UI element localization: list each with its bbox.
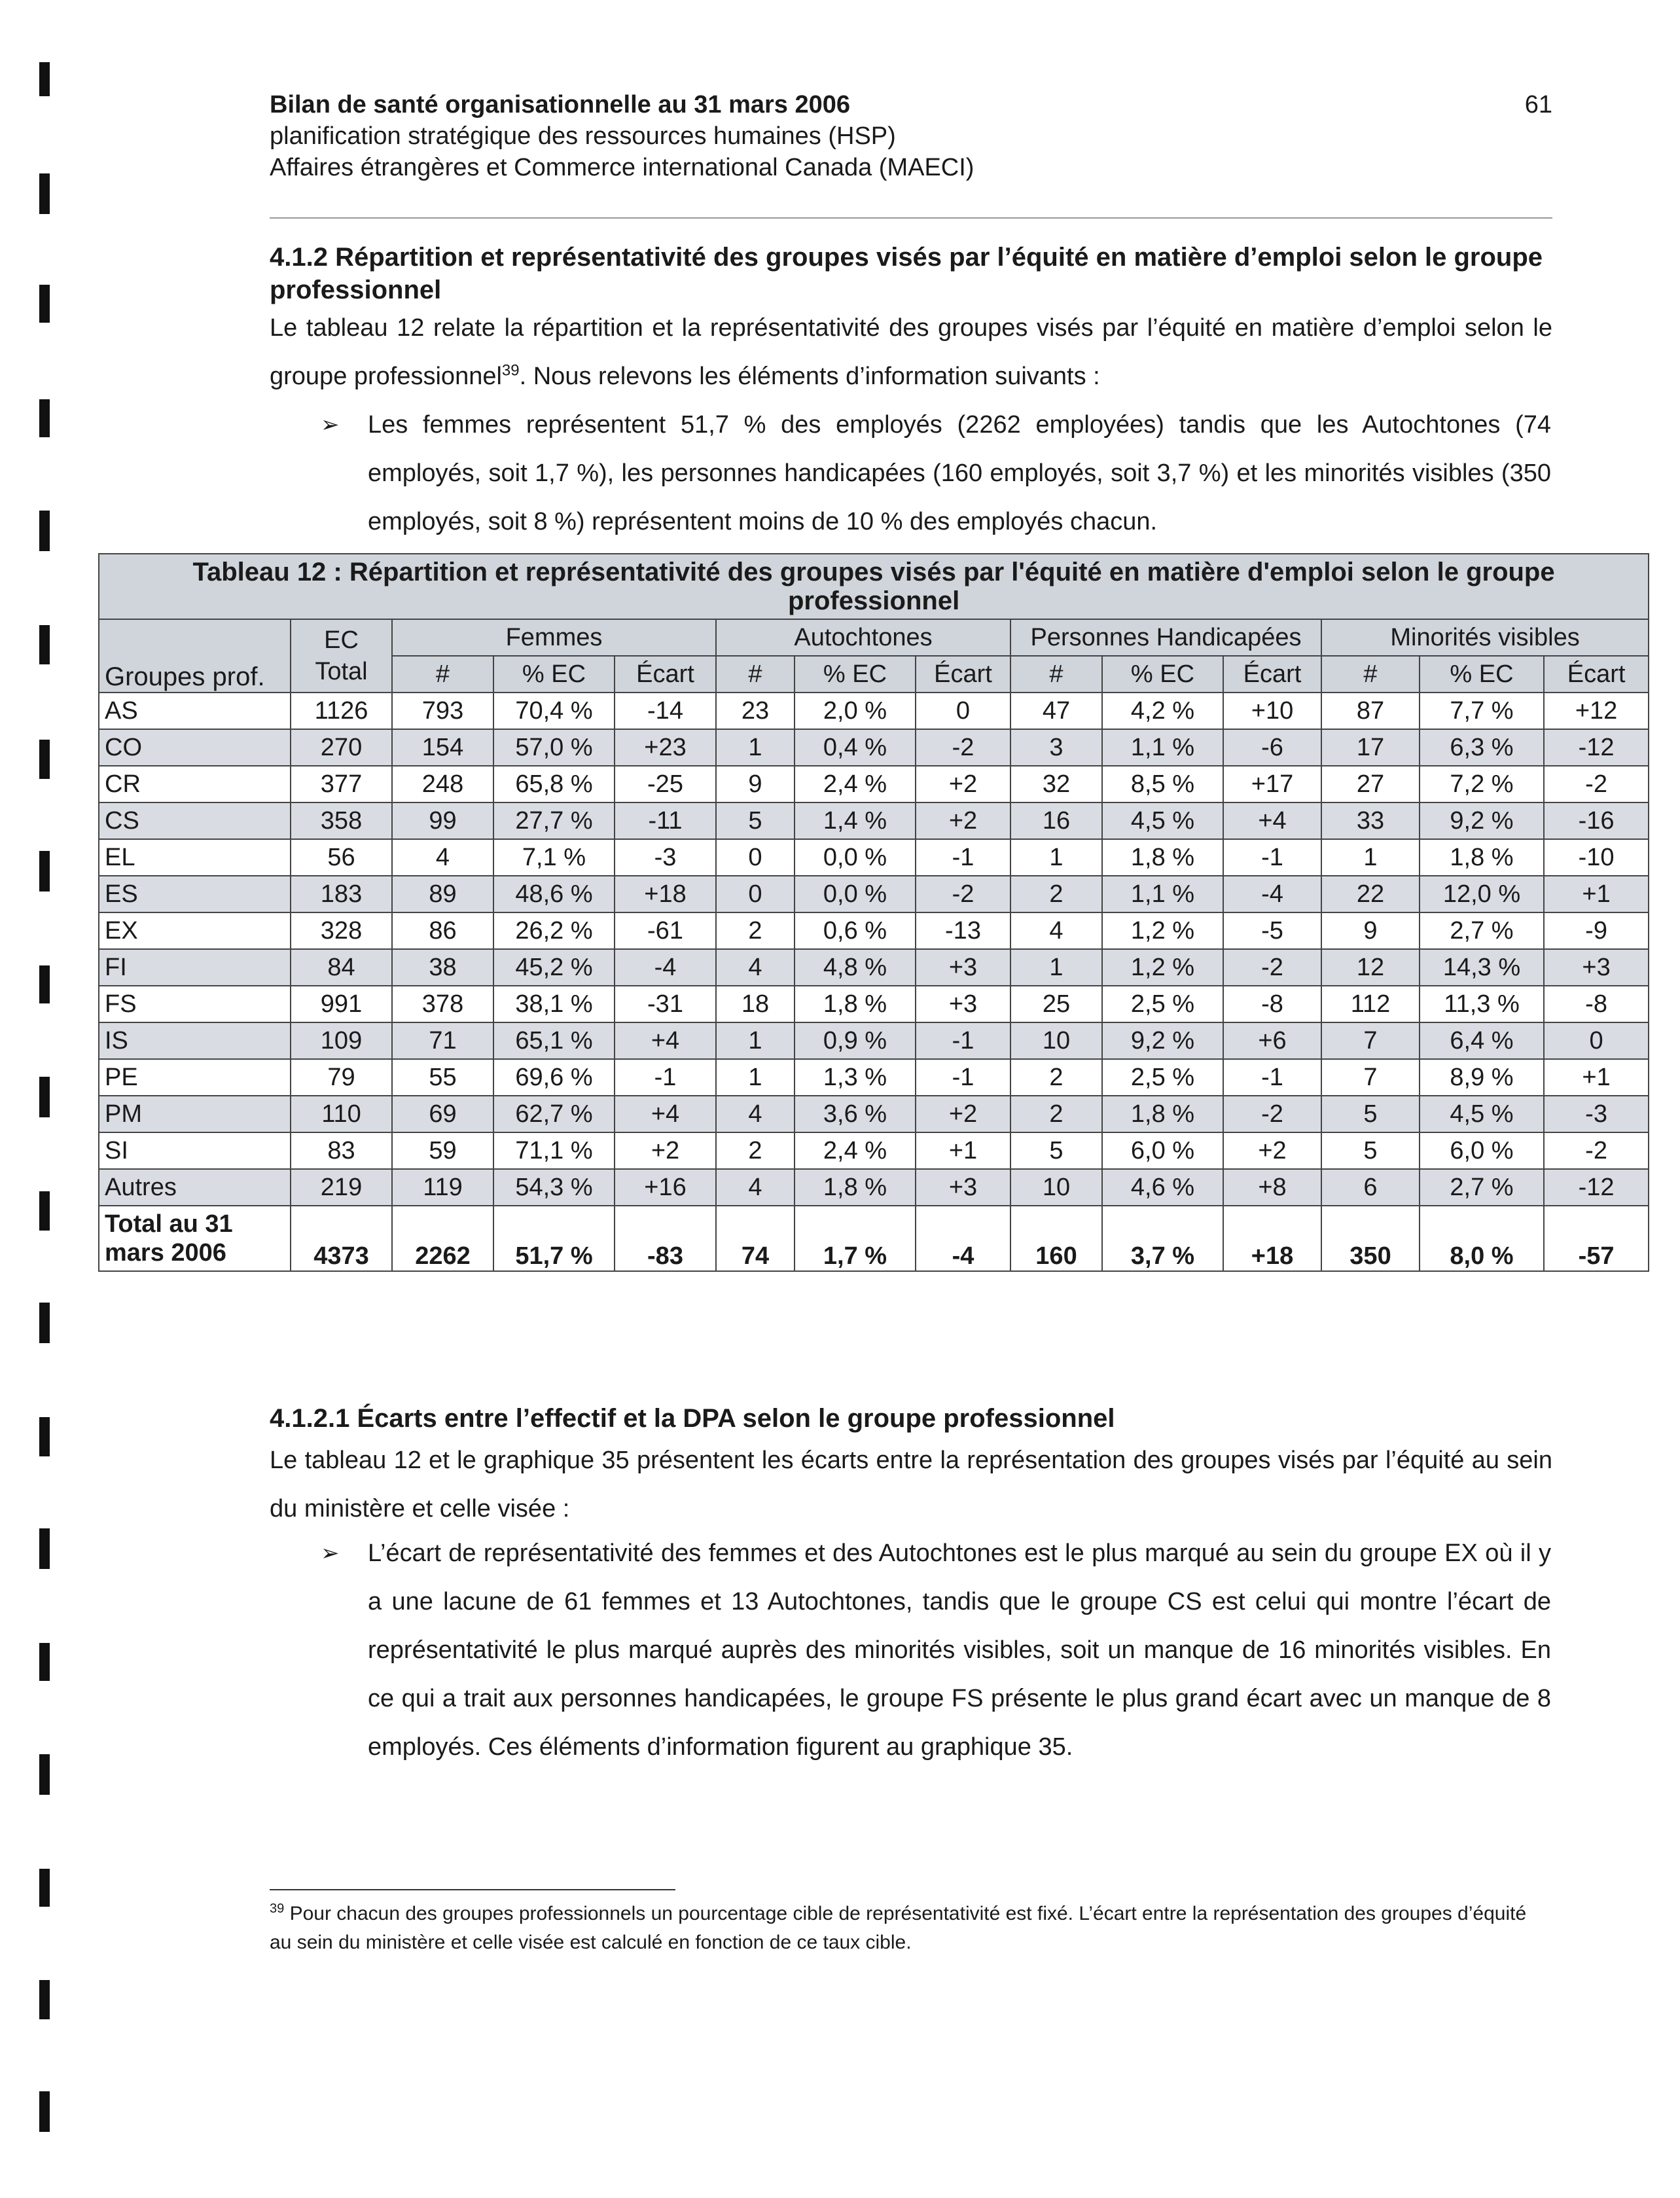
col-header-group: Groupes prof. bbox=[99, 619, 291, 693]
table-cell: 9,2 % bbox=[1420, 802, 1544, 839]
row-label: IS bbox=[99, 1022, 291, 1059]
binder-mark bbox=[39, 1191, 50, 1231]
table-row bbox=[99, 1059, 1649, 1096]
table-cell: 183 bbox=[291, 876, 392, 912]
table-cell: 3,6 % bbox=[795, 1096, 916, 1132]
table-row bbox=[99, 1169, 1649, 1206]
subsection-title: 4.1.2.1 Écarts entre l’effectif et la DPA selon le groupe professionnel bbox=[270, 1404, 1115, 1433]
binder-mark bbox=[39, 1303, 50, 1343]
total-cell: -57 bbox=[1544, 1206, 1649, 1271]
table-cell: 793 bbox=[392, 693, 493, 729]
table-cell: 2,5 % bbox=[1102, 986, 1223, 1022]
table-cell: 7,1 % bbox=[493, 839, 615, 876]
total-cell: +18 bbox=[1223, 1206, 1321, 1271]
footnote-number: 39 bbox=[270, 1901, 285, 1916]
subsection-intro: Le tableau 12 et le graphique 35 présentent les écarts entre la représentation des groupes visés par l’équité au sein du ministère et celle visée : bbox=[270, 1447, 1552, 1522]
total-cell: -83 bbox=[615, 1206, 716, 1271]
table-cell: 9,2 % bbox=[1102, 1022, 1223, 1059]
table-row bbox=[99, 949, 1649, 986]
table-total-row bbox=[99, 1206, 1649, 1271]
bullet-text: Les femmes représentent 51,7 % des employés (2262 employées) tandis que les Autochtones (74 employés, soit 1,7 %), les personnes handicapées (160 employés, soit 3,7 %) et les minorités visibles (350 employés, soit 8 %) représentent moins de 10 % des employés chacun. bbox=[368, 411, 1551, 535]
table-cell: -3 bbox=[615, 839, 716, 876]
table-cell: 9 bbox=[716, 766, 795, 802]
table-cell: -25 bbox=[615, 766, 716, 802]
footnote bbox=[270, 1900, 1552, 1957]
sub-header-cell: # bbox=[1321, 656, 1420, 693]
table-cell: -3 bbox=[1544, 1096, 1649, 1132]
total-label: Total au 31 mars 2006 bbox=[99, 1206, 291, 1271]
table-cell: 87 bbox=[1321, 693, 1420, 729]
sub-header-cell: Écart bbox=[1223, 656, 1321, 693]
binder-mark bbox=[39, 625, 50, 664]
bullet-text: L’écart de représentativité des femmes et des Autochtones est le plus marqué au sein du groupe EX où il y a une lacune de 61 femmes et 13 Autochtones, tandis que le groupe CS est celui qui montre l’écart de représentativité le plus marqué auprès des minorités visibles, soit un manque de 16 minorités visibles. En ce qui a trait aux personnes handicapées, le groupe FS présente le plus grand écart avec un manque de 8 employés. Ces éléments d’information figurent au graphique 35. bbox=[368, 1540, 1551, 1761]
binder-mark bbox=[39, 399, 50, 437]
table-cell: -10 bbox=[1544, 839, 1649, 876]
table-cell: -4 bbox=[615, 949, 716, 986]
table-cell: +17 bbox=[1223, 766, 1321, 802]
section-intro: Le tableau 12 relate la répartition et la représentativité des groupes visés par l’équité en matière d’emploi selon le groupe professionnel$^{39}$. Nous relevons les éléments d’information suivants : bbox=[270, 314, 1552, 390]
table-cell: 25 bbox=[1010, 986, 1102, 1022]
section-title: 4.1.2 Répartition et représentativité des groupes visés par l’équité en matière d’emploi selon le groupe professionnel bbox=[270, 243, 1543, 304]
table-cell: +4 bbox=[1223, 802, 1321, 839]
binder-mark bbox=[39, 173, 50, 214]
table-cell: 2 bbox=[1010, 876, 1102, 912]
table-cell: 27,7 % bbox=[493, 802, 615, 839]
table-cell: -8 bbox=[1544, 986, 1649, 1022]
footnote-divider bbox=[270, 1889, 675, 1890]
table-cell: 6,0 % bbox=[1420, 1132, 1544, 1169]
sub-header-cell: Écart bbox=[916, 656, 1010, 693]
row-label: CR bbox=[99, 766, 291, 802]
table-cell: -14 bbox=[615, 693, 716, 729]
table-cell: 6 bbox=[1321, 1169, 1420, 1206]
header-title: Bilan de santé organisationnelle au 31 mars 2006 bbox=[270, 91, 851, 118]
table-cell: 2,0 % bbox=[795, 693, 916, 729]
binder-mark bbox=[39, 2091, 50, 2132]
table-cell: -1 bbox=[1223, 1059, 1321, 1096]
table-cell: 5 bbox=[1321, 1132, 1420, 1169]
table-cell: 1,8 % bbox=[1102, 1096, 1223, 1132]
table-cell: +18 bbox=[615, 876, 716, 912]
table-cell: 14,3 % bbox=[1420, 949, 1544, 986]
table-cell: 0 bbox=[1544, 1022, 1649, 1059]
table-cell: 1,8 % bbox=[1420, 839, 1544, 876]
table-cell: -2 bbox=[1544, 1132, 1649, 1169]
sub-header-cell: # bbox=[1010, 656, 1102, 693]
table-cell: +2 bbox=[916, 766, 1010, 802]
table-cell: 4 bbox=[716, 949, 795, 986]
table-cell: +3 bbox=[916, 986, 1010, 1022]
table-cell: 1,4 % bbox=[795, 802, 916, 839]
table-cell: 83 bbox=[291, 1132, 392, 1169]
table-cell: -2 bbox=[916, 729, 1010, 766]
table-cell: 0,9 % bbox=[795, 1022, 916, 1059]
table-cell: 9 bbox=[1321, 912, 1420, 949]
table-cell: 62,7 % bbox=[493, 1096, 615, 1132]
table-cell: 7,2 % bbox=[1420, 766, 1544, 802]
total-cell: 8,0 % bbox=[1420, 1206, 1544, 1271]
binder-mark bbox=[39, 1869, 50, 1907]
table-cell: +6 bbox=[1223, 1022, 1321, 1059]
table-cell: 18 bbox=[716, 986, 795, 1022]
table-cell: -2 bbox=[1223, 949, 1321, 986]
table-cell: +2 bbox=[615, 1132, 716, 1169]
table-cell: 16 bbox=[1010, 802, 1102, 839]
total-cell: 2262 bbox=[392, 1206, 493, 1271]
table-cell: +16 bbox=[615, 1169, 716, 1206]
table-cell: 12,0 % bbox=[1420, 876, 1544, 912]
table-row bbox=[99, 1022, 1649, 1059]
table-cell: 79 bbox=[291, 1059, 392, 1096]
binder-mark bbox=[39, 511, 50, 551]
table-cell: 2 bbox=[716, 1132, 795, 1169]
table-cell: 5 bbox=[1010, 1132, 1102, 1169]
table-cell: 70,4 % bbox=[493, 693, 615, 729]
table-cell: 3 bbox=[1010, 729, 1102, 766]
table-cell: 1 bbox=[716, 1022, 795, 1059]
header-department: Affaires étrangères et Commerce international Canada (MAECI) bbox=[270, 154, 974, 181]
table-cell: 4,8 % bbox=[795, 949, 916, 986]
data-table bbox=[98, 553, 1649, 1272]
table-row bbox=[99, 802, 1649, 839]
table-cell: 8,9 % bbox=[1420, 1059, 1544, 1096]
table-cell: +23 bbox=[615, 729, 716, 766]
table-cell: 1,2 % bbox=[1102, 949, 1223, 986]
table-cell: 45,2 % bbox=[493, 949, 615, 986]
binder-mark bbox=[39, 1754, 50, 1795]
table-cell: 7,7 % bbox=[1420, 693, 1544, 729]
table-cell: 55 bbox=[392, 1059, 493, 1096]
row-label: PE bbox=[99, 1059, 291, 1096]
table-cell: 1 bbox=[1010, 839, 1102, 876]
binder-mark bbox=[39, 740, 50, 779]
table-cell: 4 bbox=[392, 839, 493, 876]
table-cell: 4,5 % bbox=[1420, 1096, 1544, 1132]
table-row bbox=[99, 876, 1649, 912]
table-cell: 84 bbox=[291, 949, 392, 986]
table-cell: 4 bbox=[1010, 912, 1102, 949]
table-cell: 5 bbox=[1321, 1096, 1420, 1132]
table-row bbox=[99, 1096, 1649, 1132]
table-cell: 26,2 % bbox=[493, 912, 615, 949]
table-cell: 270 bbox=[291, 729, 392, 766]
footnote-ref: 39 bbox=[501, 361, 520, 380]
table-cell: 27 bbox=[1321, 766, 1420, 802]
table-cell: -5 bbox=[1223, 912, 1321, 949]
arrow-bullet-icon: ➢ bbox=[321, 1540, 340, 1566]
sub-header-cell: Écart bbox=[1544, 656, 1649, 693]
bullet-item bbox=[321, 1529, 1551, 1771]
table-cell: -16 bbox=[1544, 802, 1649, 839]
col-header-minorites: Minorités visibles bbox=[1321, 619, 1649, 656]
table-cell: 377 bbox=[291, 766, 392, 802]
table-cell: 154 bbox=[392, 729, 493, 766]
binder-mark bbox=[39, 851, 50, 892]
row-label: Autres bbox=[99, 1169, 291, 1206]
sub-header-cell: Écart bbox=[615, 656, 716, 693]
table-cell: -12 bbox=[1544, 729, 1649, 766]
table-cell: 56 bbox=[291, 839, 392, 876]
sub-header-cell: % EC bbox=[795, 656, 916, 693]
table-cell: +1 bbox=[1544, 1059, 1649, 1096]
table-cell: 112 bbox=[1321, 986, 1420, 1022]
bullet-item bbox=[321, 401, 1551, 546]
table-cell: 32 bbox=[1010, 766, 1102, 802]
col-header-ec-total: EC Total bbox=[291, 619, 392, 693]
total-cell: -4 bbox=[916, 1206, 1010, 1271]
table-cell: 2,5 % bbox=[1102, 1059, 1223, 1096]
total-cell: 74 bbox=[716, 1206, 795, 1271]
row-label: CO bbox=[99, 729, 291, 766]
table-cell: -1 bbox=[916, 1059, 1010, 1096]
table-cell: 109 bbox=[291, 1022, 392, 1059]
table-cell: 7 bbox=[1321, 1022, 1420, 1059]
binder-mark bbox=[39, 62, 50, 96]
sub-header-cell: % EC bbox=[493, 656, 615, 693]
table-cell: -11 bbox=[615, 802, 716, 839]
col-header-handicapees: Personnes Handicapées bbox=[1010, 619, 1321, 656]
binder-mark bbox=[39, 1980, 50, 2019]
table-cell: 110 bbox=[291, 1096, 392, 1132]
table-cell: 1,2 % bbox=[1102, 912, 1223, 949]
table-cell: -2 bbox=[1223, 1096, 1321, 1132]
table-cell: 2,7 % bbox=[1420, 912, 1544, 949]
table-cell: 2,4 % bbox=[795, 1132, 916, 1169]
table-cell: 6,0 % bbox=[1102, 1132, 1223, 1169]
table-cell: +8 bbox=[1223, 1169, 1321, 1206]
table-cell: 33 bbox=[1321, 802, 1420, 839]
table-cell: 10 bbox=[1010, 1169, 1102, 1206]
table-caption: Tableau 12 : Répartition et représentativité des groupes visés par l'équité en matière d'emploi selon le groupe professionnel bbox=[99, 554, 1649, 619]
row-label: AS bbox=[99, 693, 291, 729]
table-cell: 71,1 % bbox=[493, 1132, 615, 1169]
table-cell: -1 bbox=[1223, 839, 1321, 876]
table-cell: 6,3 % bbox=[1420, 729, 1544, 766]
table-cell: 991 bbox=[291, 986, 392, 1022]
table-cell: +3 bbox=[916, 1169, 1010, 1206]
table-cell: 4 bbox=[716, 1096, 795, 1132]
table-cell: +10 bbox=[1223, 693, 1321, 729]
table-cell: 54,3 % bbox=[493, 1169, 615, 1206]
table-cell: 1 bbox=[1321, 839, 1420, 876]
row-label: PM bbox=[99, 1096, 291, 1132]
table-cell: +3 bbox=[916, 949, 1010, 986]
table-cell: 1 bbox=[716, 729, 795, 766]
table-cell: 248 bbox=[392, 766, 493, 802]
table-cell: -61 bbox=[615, 912, 716, 949]
table-cell: 378 bbox=[392, 986, 493, 1022]
header-divider bbox=[270, 217, 1552, 219]
table-cell: 1 bbox=[716, 1059, 795, 1096]
table-row bbox=[99, 912, 1649, 949]
table-cell: 1,8 % bbox=[795, 986, 916, 1022]
table-cell: 0,4 % bbox=[795, 729, 916, 766]
table-row bbox=[99, 693, 1649, 729]
binder-mark bbox=[39, 285, 50, 323]
row-label: FS bbox=[99, 986, 291, 1022]
table-cell: 1,3 % bbox=[795, 1059, 916, 1096]
table-cell: 0,0 % bbox=[795, 839, 916, 876]
arrow-bullet-icon: ➢ bbox=[321, 412, 340, 438]
total-cell: 51,7 % bbox=[493, 1206, 615, 1271]
total-cell: 3,7 % bbox=[1102, 1206, 1223, 1271]
table-cell: 59 bbox=[392, 1132, 493, 1169]
table-cell: -8 bbox=[1223, 986, 1321, 1022]
table-cell: 2 bbox=[1010, 1059, 1102, 1096]
table-cell: -1 bbox=[615, 1059, 716, 1096]
table-cell: 17 bbox=[1321, 729, 1420, 766]
total-cell: 4373 bbox=[291, 1206, 392, 1271]
table-cell: 4 bbox=[716, 1169, 795, 1206]
table-cell: 119 bbox=[392, 1169, 493, 1206]
col-header-femmes: Femmes bbox=[392, 619, 716, 656]
total-cell: 160 bbox=[1010, 1206, 1102, 1271]
table-row bbox=[99, 729, 1649, 766]
table-cell: 4,2 % bbox=[1102, 693, 1223, 729]
table-cell: 7 bbox=[1321, 1059, 1420, 1096]
page-header bbox=[270, 89, 1552, 183]
table-cell: -1 bbox=[916, 1022, 1010, 1059]
table-cell: 5 bbox=[716, 802, 795, 839]
table-cell: 12 bbox=[1321, 949, 1420, 986]
table-cell: 11,3 % bbox=[1420, 986, 1544, 1022]
table-cell: 1,1 % bbox=[1102, 729, 1223, 766]
sub-header-cell: % EC bbox=[1102, 656, 1223, 693]
table-cell: 0 bbox=[716, 876, 795, 912]
table-cell: 8,5 % bbox=[1102, 766, 1223, 802]
table-cell: 219 bbox=[291, 1169, 392, 1206]
table-cell: 0 bbox=[916, 693, 1010, 729]
total-cell: 1,7 % bbox=[795, 1206, 916, 1271]
table-cell: 57,0 % bbox=[493, 729, 615, 766]
table-cell: 2,7 % bbox=[1420, 1169, 1544, 1206]
table-cell: 2 bbox=[1010, 1096, 1102, 1132]
table-cell: 4,5 % bbox=[1102, 802, 1223, 839]
sub-header-cell: # bbox=[716, 656, 795, 693]
table-cell: +3 bbox=[1544, 949, 1649, 986]
table-cell: 86 bbox=[392, 912, 493, 949]
table-cell: 23 bbox=[716, 693, 795, 729]
binder-mark bbox=[39, 965, 50, 1003]
table-cell: -6 bbox=[1223, 729, 1321, 766]
table-cell: -31 bbox=[615, 986, 716, 1022]
table-row bbox=[99, 1132, 1649, 1169]
table-cell: 10 bbox=[1010, 1022, 1102, 1059]
table-cell: +1 bbox=[916, 1132, 1010, 1169]
sub-header-cell: % EC bbox=[1420, 656, 1544, 693]
table-cell: 4,6 % bbox=[1102, 1169, 1223, 1206]
row-label: ES bbox=[99, 876, 291, 912]
table-cell: 38 bbox=[392, 949, 493, 986]
table-cell: -12 bbox=[1544, 1169, 1649, 1206]
table-row bbox=[99, 839, 1649, 876]
table-cell: 2 bbox=[716, 912, 795, 949]
row-label: EL bbox=[99, 839, 291, 876]
table-cell: 69 bbox=[392, 1096, 493, 1132]
table-row bbox=[99, 986, 1649, 1022]
table-row bbox=[99, 766, 1649, 802]
table-cell: +2 bbox=[1223, 1132, 1321, 1169]
table-cell: -2 bbox=[916, 876, 1010, 912]
row-label: EX bbox=[99, 912, 291, 949]
table-cell: 48,6 % bbox=[493, 876, 615, 912]
row-label: FI bbox=[99, 949, 291, 986]
binder-mark bbox=[39, 1643, 50, 1681]
page-number: 61 bbox=[1524, 91, 1552, 118]
table-cell: 99 bbox=[392, 802, 493, 839]
table-cell: 6,4 % bbox=[1420, 1022, 1544, 1059]
table-cell: +2 bbox=[916, 802, 1010, 839]
table-cell: +4 bbox=[615, 1022, 716, 1059]
table-cell: -4 bbox=[1223, 876, 1321, 912]
table-cell: 65,8 % bbox=[493, 766, 615, 802]
table-cell: 358 bbox=[291, 802, 392, 839]
table-cell: 1,8 % bbox=[1102, 839, 1223, 876]
binder-mark bbox=[39, 1528, 50, 1569]
row-label: SI bbox=[99, 1132, 291, 1169]
table-cell: -2 bbox=[1544, 766, 1649, 802]
header-subtitle: planification stratégique des ressources humaines (HSP) bbox=[270, 122, 896, 150]
table-cell: 1,1 % bbox=[1102, 876, 1223, 912]
table-cell: 1,8 % bbox=[795, 1169, 916, 1206]
row-label: CS bbox=[99, 802, 291, 839]
table-cell: 0 bbox=[716, 839, 795, 876]
table-cell: -1 bbox=[916, 839, 1010, 876]
binder-mark bbox=[39, 1417, 50, 1456]
table-cell: 22 bbox=[1321, 876, 1420, 912]
footnote-text: Pour chacun des groupes professionnels un pourcentage cible de représentativité est fixé. L’écart entre la représentation des groupes d’équité au sein du ministère et celle visée est calculé en fonction de ce taux cible. bbox=[270, 1903, 1527, 1953]
table-cell: -13 bbox=[916, 912, 1010, 949]
table-cell: +12 bbox=[1544, 693, 1649, 729]
table-cell: 1 bbox=[1010, 949, 1102, 986]
table-cell: 89 bbox=[392, 876, 493, 912]
total-cell: 350 bbox=[1321, 1206, 1420, 1271]
table-cell: 0,6 % bbox=[795, 912, 916, 949]
table-cell: 71 bbox=[392, 1022, 493, 1059]
table-cell: +2 bbox=[916, 1096, 1010, 1132]
table-cell: 328 bbox=[291, 912, 392, 949]
sub-header-cell: # bbox=[392, 656, 493, 693]
table-cell: 38,1 % bbox=[493, 986, 615, 1022]
table-cell: 2,4 % bbox=[795, 766, 916, 802]
table-cell: 69,6 % bbox=[493, 1059, 615, 1096]
table-cell: +4 bbox=[615, 1096, 716, 1132]
table-cell: 65,1 % bbox=[493, 1022, 615, 1059]
col-header-autochtones: Autochtones bbox=[716, 619, 1010, 656]
table-cell: +1 bbox=[1544, 876, 1649, 912]
table-cell: -9 bbox=[1544, 912, 1649, 949]
table-cell: 1126 bbox=[291, 693, 392, 729]
table-cell: 0,0 % bbox=[795, 876, 916, 912]
binder-mark bbox=[39, 1077, 50, 1117]
table-cell: 47 bbox=[1010, 693, 1102, 729]
